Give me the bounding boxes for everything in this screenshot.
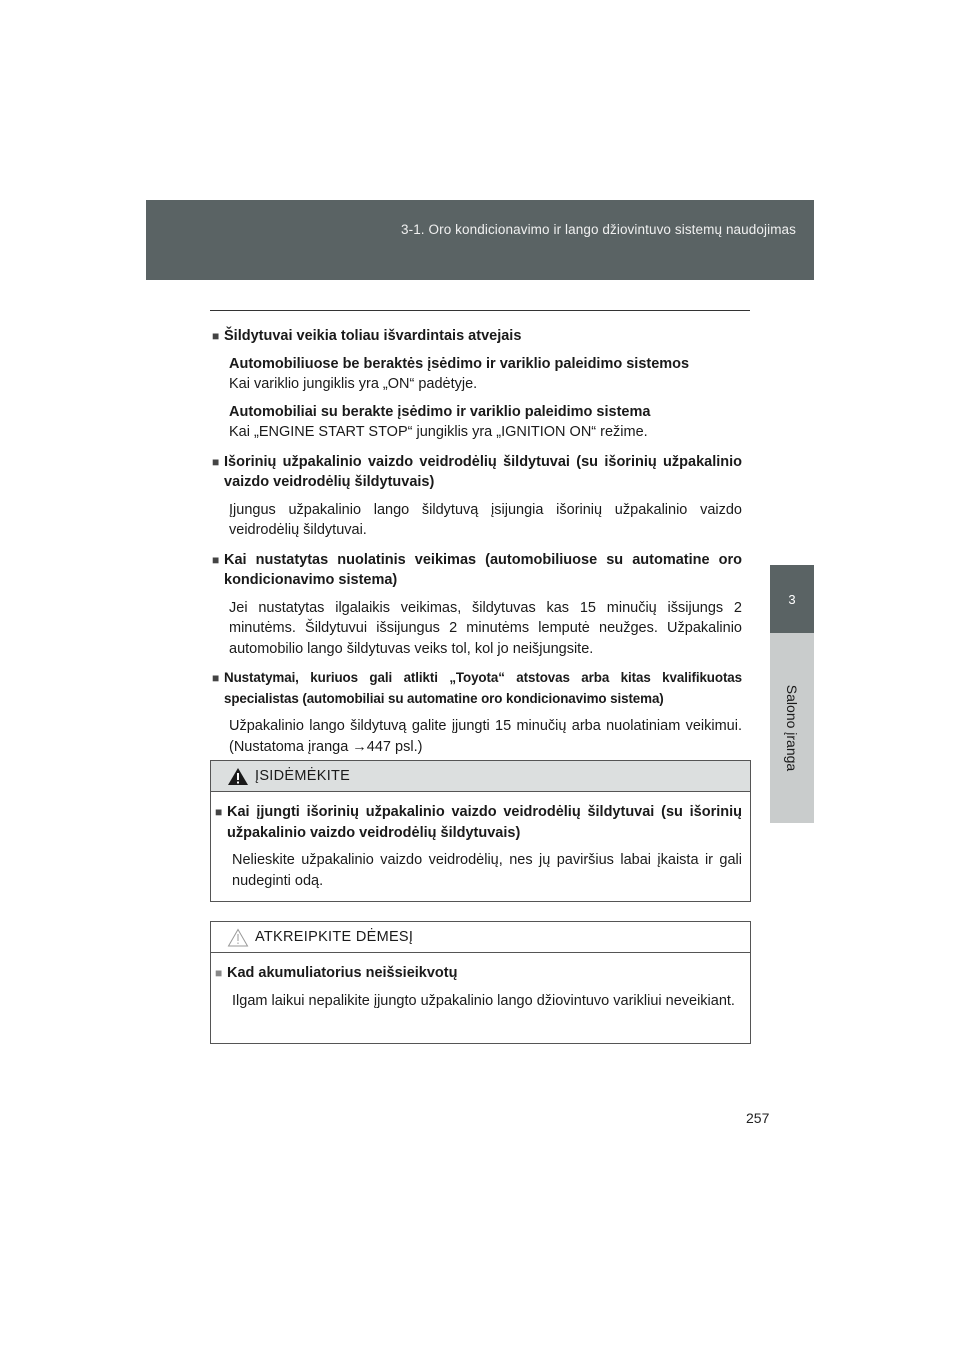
chapter-number: 3	[788, 591, 796, 607]
paragraph: Kai „ENGINE START STOP“ jungiklis yra „IGNITION ON“ režime.	[229, 424, 648, 440]
square-bullet-icon: ■	[215, 805, 223, 819]
paragraph: Jei nustatytas ilgalaikis veikimas, šildytuvas kas 15 minučių išsijungs 2 minutėms. Šildytuvui išsijungus 2 minutėms lemputė neužges. Užpakalinio automobilio lango šildytuvas veiks tol, kol jo neišjungsite.	[229, 599, 742, 657]
subheading: Automobiliai su berakte įsėdimo ir variklio paleidimo sistema	[229, 403, 651, 420]
caution-header	[211, 761, 750, 792]
section-heading: ■ Šildytuvai veikia toliau išvardintais atvejais	[212, 326, 742, 347]
paragraph: Įjungus užpakalinio lango šildytuvą įsijungia išorinių užpakalinio vaizdo veidrodėlių šildytuvai.	[229, 501, 742, 538]
square-bullet-icon: ■	[212, 552, 220, 567]
notice-header	[211, 922, 750, 953]
warning-triangle-outline-icon	[227, 928, 249, 947]
page-number: 257	[746, 1110, 770, 1126]
chapter-label-tab	[770, 633, 814, 823]
warning-triangle-icon	[227, 767, 249, 786]
square-bullet-icon: ■	[212, 329, 220, 343]
top-divider	[210, 310, 750, 311]
caution-text: Nelieskite užpakalinio vaizdo veidrodėlių, nes jų paviršius labai įkaista ir gali nudeginti odą.	[232, 852, 742, 889]
paragraph: Užpakalinio lango šildytuvą galite įjungti 15 minučių arba nuolatiniam veikimui. (Nustatoma įranga →447 psl.)	[229, 718, 742, 755]
notice-body	[211, 953, 750, 1011]
chapter-label: Salono įranga	[784, 684, 800, 772]
caution-box	[210, 760, 751, 902]
notice-box	[210, 921, 751, 1044]
notice-heading: ■ Kad akumuliatorius neišsieikvotų	[215, 963, 742, 984]
caution-heading: ■ Kai įjungti išorinių užpakalinio vaizdo veidrodėlių šildytuvai (su išorinių užpakalinio vaizdo veidrodėlių šildytuvais)	[215, 802, 742, 843]
square-bullet-icon: ■	[215, 966, 223, 980]
square-bullet-icon: ■	[212, 671, 220, 685]
notice-text: Ilgam laikui nepalikite įjungto užpakalinio lango džiovintuvo varikliui neveikiant.	[232, 992, 735, 1009]
caution-title: ĮSIDĖMĖKITE	[255, 768, 351, 784]
notice-title: ATKREIPKITE DĖMESĮ	[255, 929, 414, 945]
chapter-title: 3-1. Oro kondicionavimo ir lango džiovintuvo sistemų naudojimas	[401, 222, 796, 237]
chapter-number-tab	[770, 565, 814, 633]
section-heading: ■ Išorinių užpakalinio vaizdo veidrodėlių šildytuvai (su išorinių užpakalinio vaizdo veidrodėlių šildytuvais)	[212, 452, 742, 493]
subheading: Automobiliuose be beraktės įsėdimo ir variklio paleidimo sistemos	[229, 355, 690, 372]
chapter-header-band	[146, 200, 814, 280]
caution-body	[211, 792, 750, 891]
paragraph: Kai variklio jungiklis yra „ON“ padėtyje.	[229, 376, 478, 392]
section-heading: ■ Nustatymai, kuriuos gali atlikti „Toyota“ atstovas arba kitas kvalifikuotas specialistas (automobiliai su automatine oro kondicionavimo sistema)	[212, 668, 742, 709]
main-content	[212, 326, 742, 757]
square-bullet-icon: ■	[212, 454, 220, 469]
section-heading: ■ Kai nustatytas nuolatinis veikimas (automobiliuose su automatine oro kondicionavimo sistema)	[212, 550, 742, 591]
